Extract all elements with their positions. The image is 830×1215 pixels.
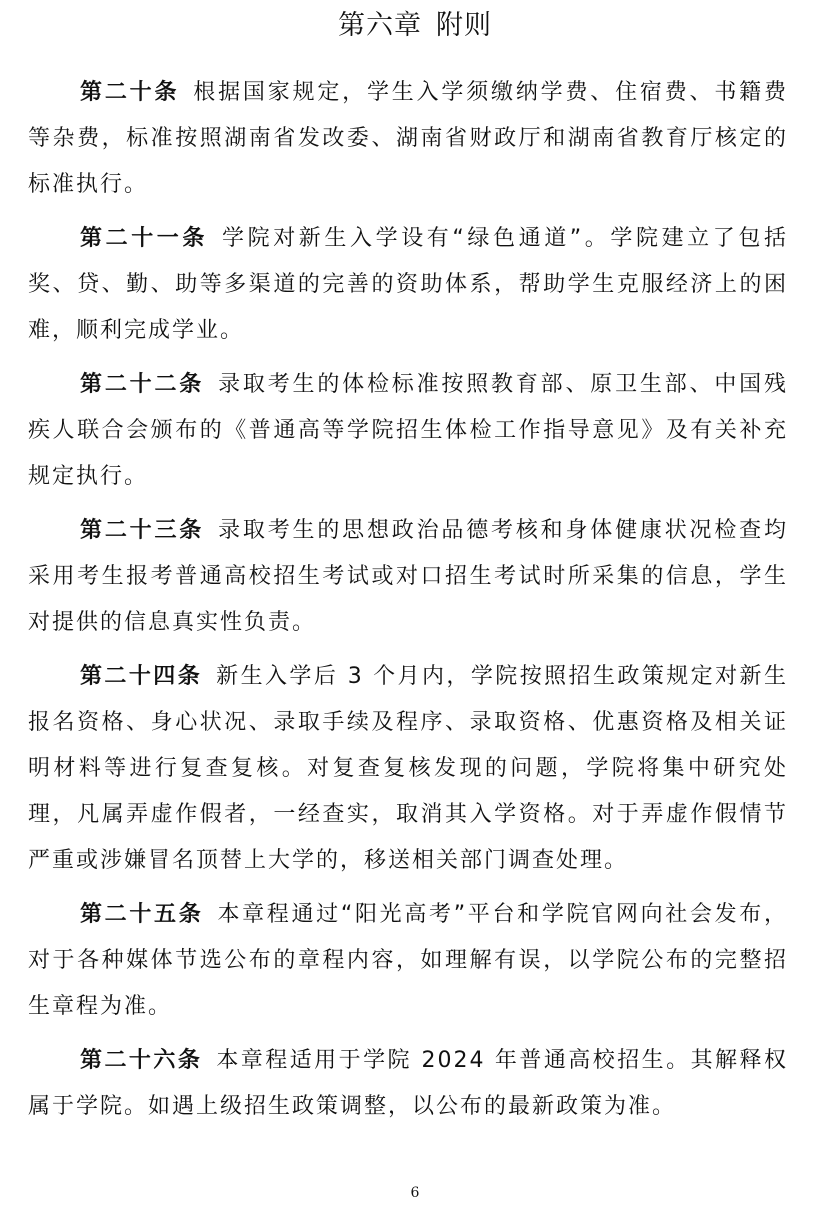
article-22 bbox=[28, 362, 788, 500]
article-23 bbox=[28, 508, 788, 646]
chapter-name: 附则 bbox=[436, 10, 492, 41]
article-text: 根据国家规定，学生入学须缴纳学费、住宿费、书籍费等杂费，标准按照湖南省发改委、湖南省财政厅和湖南省教育厅核定的标准执行。 bbox=[28, 80, 788, 197]
article-text: 本章程通过“阳光高考”平台和学院官网向社会发布，对于各种媒体节选公布的章程内容，如理解有误，以学院公布的完整招生章程为准。 bbox=[28, 902, 788, 1019]
article-26 bbox=[28, 1038, 788, 1130]
article-21 bbox=[28, 216, 788, 354]
article-20 bbox=[28, 70, 788, 208]
article-number: 第二十五条 bbox=[80, 902, 204, 927]
article-text: 学院对新生入学设有“绿色通道”。学院建立了包括奖、贷、勤、助等多渠道的完善的资助体系，帮助学生克服经济上的困难，顺利完成学业。 bbox=[28, 226, 788, 343]
article-text: 新生入学后 3 个月内，学院按照招生政策规定对新生报名资格、身心状况、录取手续及程序、录取资格、优惠资格及相关证明材料等进行复查复核。对复查复核发现的问题，学院将集中研究处理，凡属弄虚作假者，一经查实，取消其入学资格。对于弄虚作假情节严重或涉嫌冒名顶替上大学的，移送相关部门调查处理。 bbox=[28, 664, 788, 873]
article-number: 第二十六条 bbox=[80, 1048, 203, 1073]
article-text: 本章程适用于学院 2024 年普通高校招生。其解释权属于学院。如遇上级招生政策调整，以公布的最新政策为准。 bbox=[28, 1048, 788, 1119]
article-number: 第二十条 bbox=[80, 80, 180, 105]
chapter-title bbox=[0, 6, 830, 46]
page-number: 6 bbox=[410, 1185, 420, 1201]
article-24 bbox=[28, 654, 788, 884]
article-number: 第二十四条 bbox=[80, 664, 203, 689]
article-number: 第二十三条 bbox=[80, 518, 205, 543]
article-number: 第二十二条 bbox=[80, 372, 205, 397]
chapter-number: 第六章 bbox=[338, 10, 422, 41]
article-25 bbox=[28, 892, 788, 1030]
article-text: 录取考生的思想政治品德考核和身体健康状况检查均采用考生报考普通高校招生考试或对口招生考试时所采集的信息，学生对提供的信息真实性负责。 bbox=[28, 518, 788, 635]
article-list bbox=[28, 70, 788, 1138]
article-text: 录取考生的体检标准按照教育部、原卫生部、中国残疾人联合会颁布的《普通高等学院招生体检工作指导意见》及有关补充规定执行。 bbox=[28, 372, 788, 489]
article-number: 第二十一条 bbox=[80, 226, 208, 251]
